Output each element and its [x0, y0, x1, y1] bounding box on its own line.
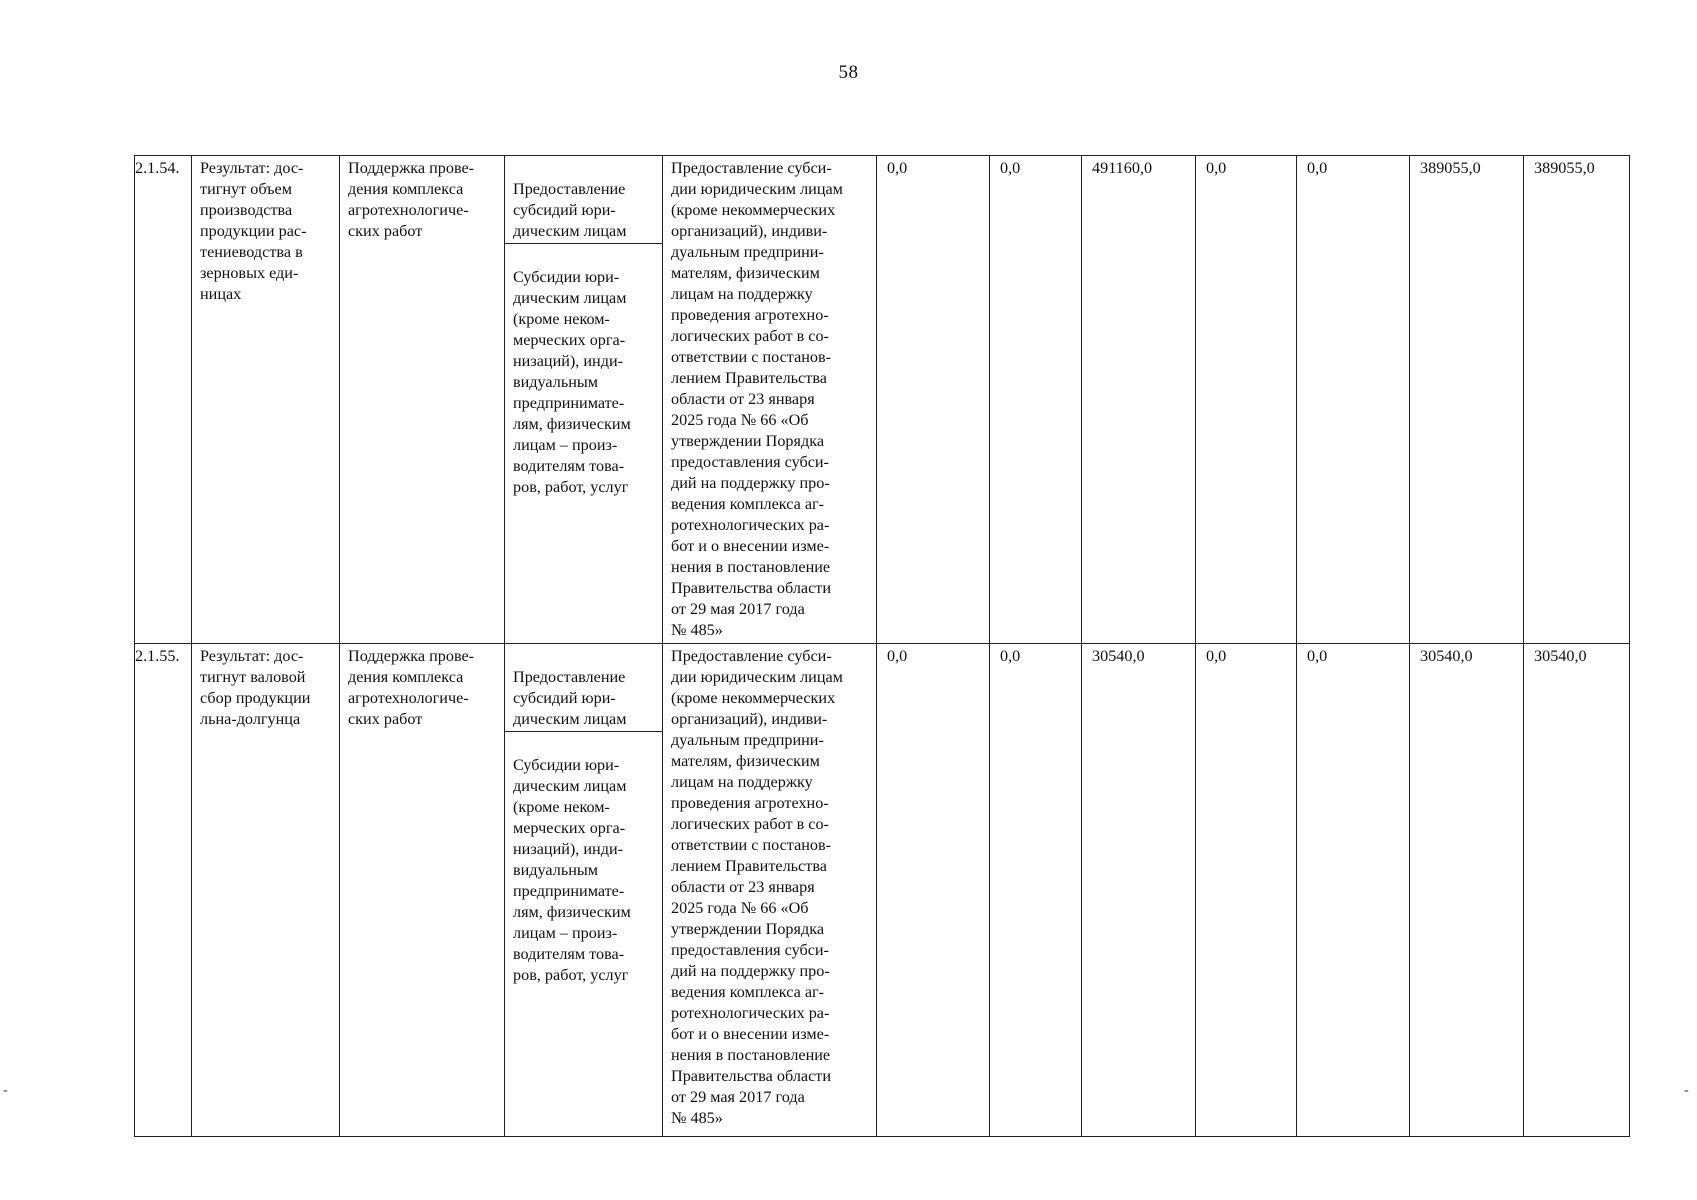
measures-table [134, 155, 1630, 1137]
value-cell: 30540,0 [1524, 644, 1630, 1137]
type-top: Предоставление субсидий юри- дическим лицам [505, 665, 662, 732]
value-cell: 30540,0 [1082, 644, 1196, 1137]
value-cell: 389055,0 [1524, 156, 1630, 644]
type-bottom: Субсидии юри- дическим лицам (кроме неком- мерческих орга- низаций), инди- видуальным предпринимате- лям, физическим лицам – произ- водителям това- ров, работ, услуг [513, 756, 631, 984]
row-code: 2.1.54. [135, 156, 192, 644]
description-cell: Предоставление субси- дии юридическим лицам (кроме некоммерческих организаций), индиви- дуальным предприни- мателям, физическим лицам на поддержку проведения агротехно- логических работ в со- ответствии с постанов- лением Правительства области от 23 января 2025 года № 66 «Об утверждении Порядка предоставления субси- дий на поддержку про- ведения комплекса аг- ротехнологических ра- бот и о внесении изме- нения в постановление Правительства области от 29 мая 2017 года № 485» [663, 644, 877, 1137]
activity-cell: Поддержка прове- дения комплекса агротехнологиче- ских работ [340, 644, 505, 1137]
value-cell: 0,0 [990, 156, 1082, 644]
value-cell: 0,0 [1297, 156, 1410, 644]
value-cell: 389055,0 [1410, 156, 1524, 644]
result-cell: Результат: дос- тигнут объем производства продукции рас- тениеводства в зерновых еди- ницах [192, 156, 340, 644]
value-cell: 491160,0 [1082, 156, 1196, 644]
right-margin-mark: - [1684, 1083, 1689, 1098]
type-cell [505, 156, 663, 644]
page-number: 58 [838, 62, 859, 83]
description-cell: Предоставление субси- дии юридическим лицам (кроме некоммерческих организаций), индиви- дуальным предприни- мателям, физическим лицам на поддержку проведения агротехно- логических работ в со- ответствии с постанов- лением Правительства области от 23 января 2025 года № 66 «Об утверждении Порядка предоставления субси- дий на поддержку про- ведения комплекса аг- ротехнологических ра- бот и о внесении изме- нения в постановление Правительства области от 29 мая 2017 года № 485» [663, 156, 877, 644]
value-cell: 0,0 [877, 644, 990, 1137]
value-cell: 0,0 [1196, 156, 1297, 644]
value-cell: 0,0 [1297, 644, 1410, 1137]
type-bottom: Субсидии юри- дическим лицам (кроме неком- мерческих орга- низаций), инди- видуальным предпринимате- лям, физическим лицам – произ- водителям това- ров, работ, услуг [513, 268, 631, 496]
result-cell: Результат: дос- тигнут валовой сбор продукции льна-долгунца [192, 644, 340, 1137]
table-row [135, 156, 1630, 644]
value-cell: 30540,0 [1410, 644, 1524, 1137]
type-top: Предоставление субсидий юри- дическим лицам [505, 177, 662, 244]
activity-cell: Поддержка прове- дения комплекса агротехнологиче- ских работ [340, 156, 505, 644]
row-code: 2.1.55. [135, 644, 192, 1137]
table-row [135, 644, 1630, 1137]
type-cell [505, 644, 663, 1137]
value-cell: 0,0 [1196, 644, 1297, 1137]
left-margin-mark: - [3, 1083, 8, 1098]
value-cell: 0,0 [877, 156, 990, 644]
value-cell: 0,0 [990, 644, 1082, 1137]
